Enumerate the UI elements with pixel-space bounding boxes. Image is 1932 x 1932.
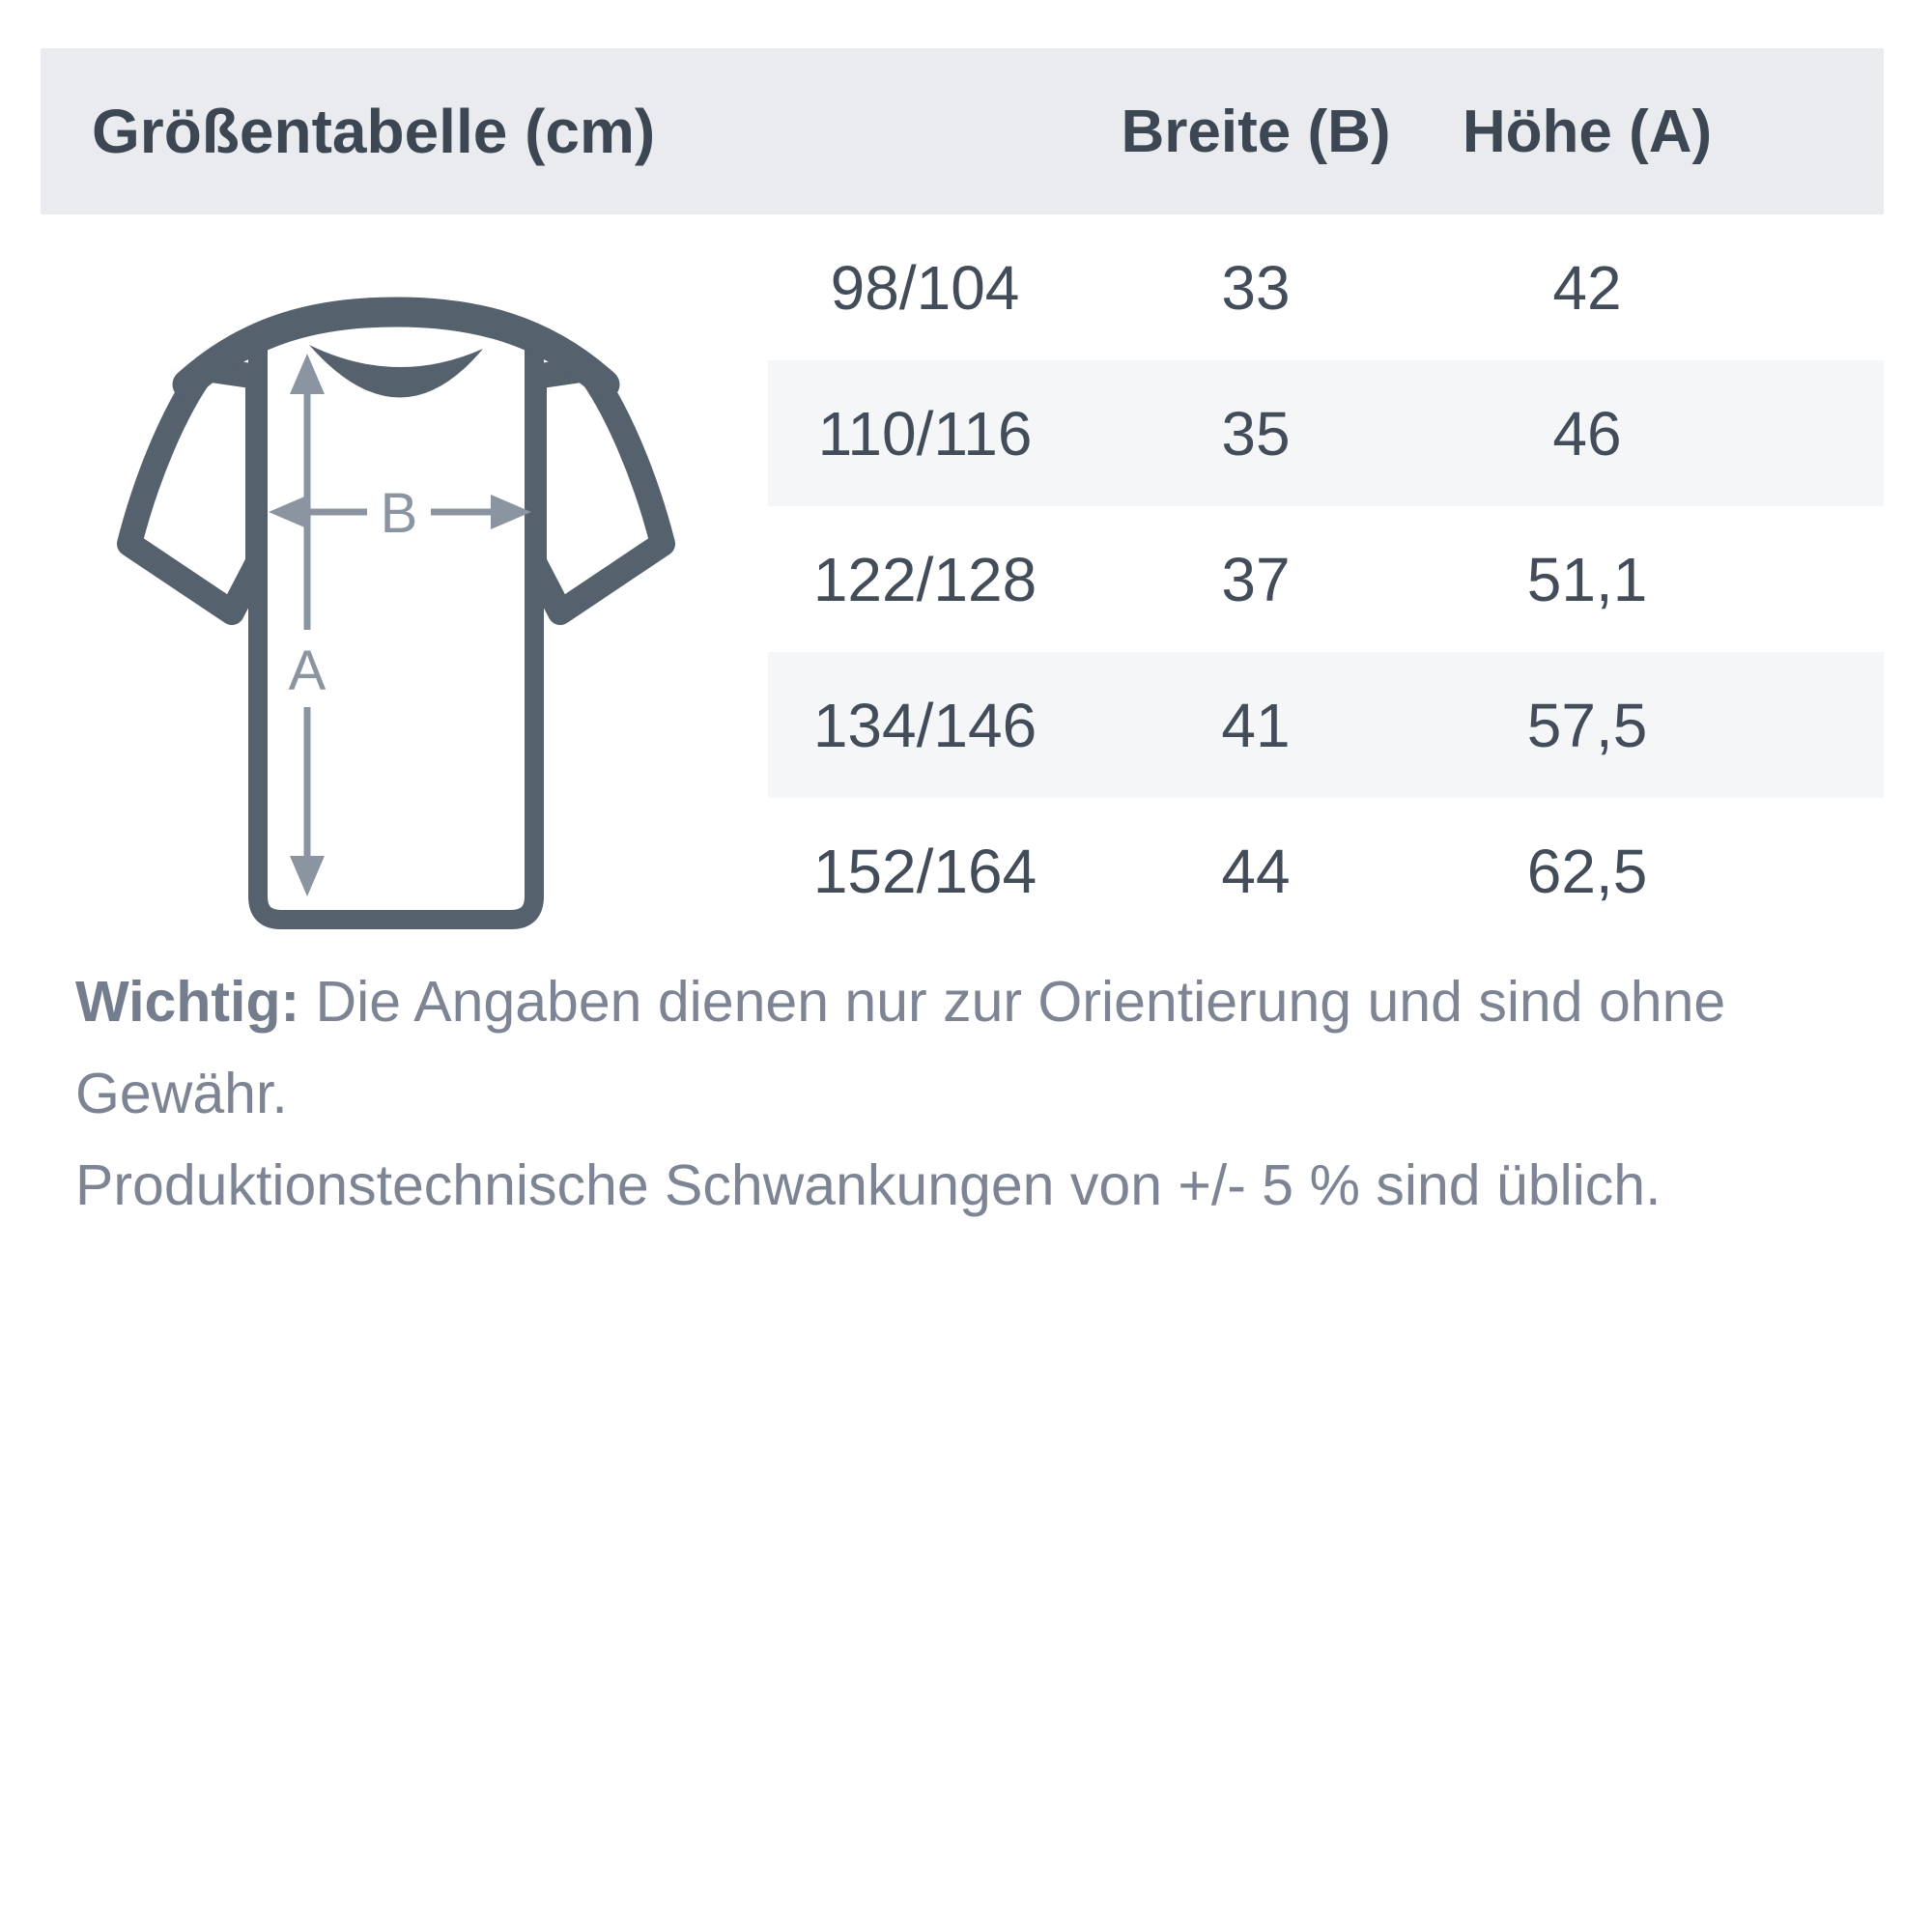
table-header-bar: [41, 48, 1884, 214]
tshirt-left-sleeve: [129, 369, 258, 612]
breite-cell: 37: [1221, 544, 1291, 614]
breite-cell: 41: [1221, 690, 1291, 760]
breite-cell: 35: [1221, 398, 1291, 469]
size-cell: 110/116: [817, 398, 1033, 469]
breite-cell: 44: [1221, 836, 1291, 906]
note-prefix: Wichtig:: [75, 970, 300, 1034]
note-text-2: Produktionstechnische Schwankungen von +/- 5 % sind üblich.: [75, 1153, 1662, 1217]
table-row: [768, 798, 1884, 944]
hoehe-cell: 62,5: [1526, 836, 1648, 906]
size-cell: 134/146: [812, 690, 1037, 760]
size-cell: 122/128: [812, 544, 1037, 614]
hoehe-cell: 51,1: [1526, 544, 1648, 614]
table-row: [768, 214, 1884, 360]
hoehe-cell: 57,5: [1526, 690, 1648, 760]
table-row: [768, 506, 1884, 652]
size-cell: 152/164: [812, 836, 1037, 906]
tshirt-diagram-icon: [87, 222, 676, 947]
tshirt-measurement-diagram: [87, 222, 676, 947]
column-header-breite: Breite (B): [1121, 98, 1391, 165]
table-title: Größentabelle (cm): [92, 97, 656, 166]
table-row: [768, 652, 1884, 798]
note-line-1: [75, 956, 1824, 1140]
important-note: [75, 956, 1824, 1232]
note-text-1: Die Angaben dienen nur zur Orientierung und sind ohne Gewähr.: [75, 970, 1726, 1125]
note-line-2: [75, 1140, 1824, 1232]
tshirt-right-sleeve: [534, 369, 663, 612]
size-table: [768, 214, 1884, 944]
size-cell: 98/104: [830, 252, 1020, 323]
label-b: B: [380, 482, 418, 545]
tshirt-body: [258, 344, 534, 920]
table-row: [768, 360, 1884, 506]
breite-cell: 33: [1221, 252, 1291, 323]
hoehe-cell: 42: [1552, 252, 1622, 323]
hoehe-cell: 46: [1552, 398, 1622, 469]
label-a: A: [288, 639, 327, 702]
column-header-hoehe: Höhe (A): [1462, 98, 1713, 165]
